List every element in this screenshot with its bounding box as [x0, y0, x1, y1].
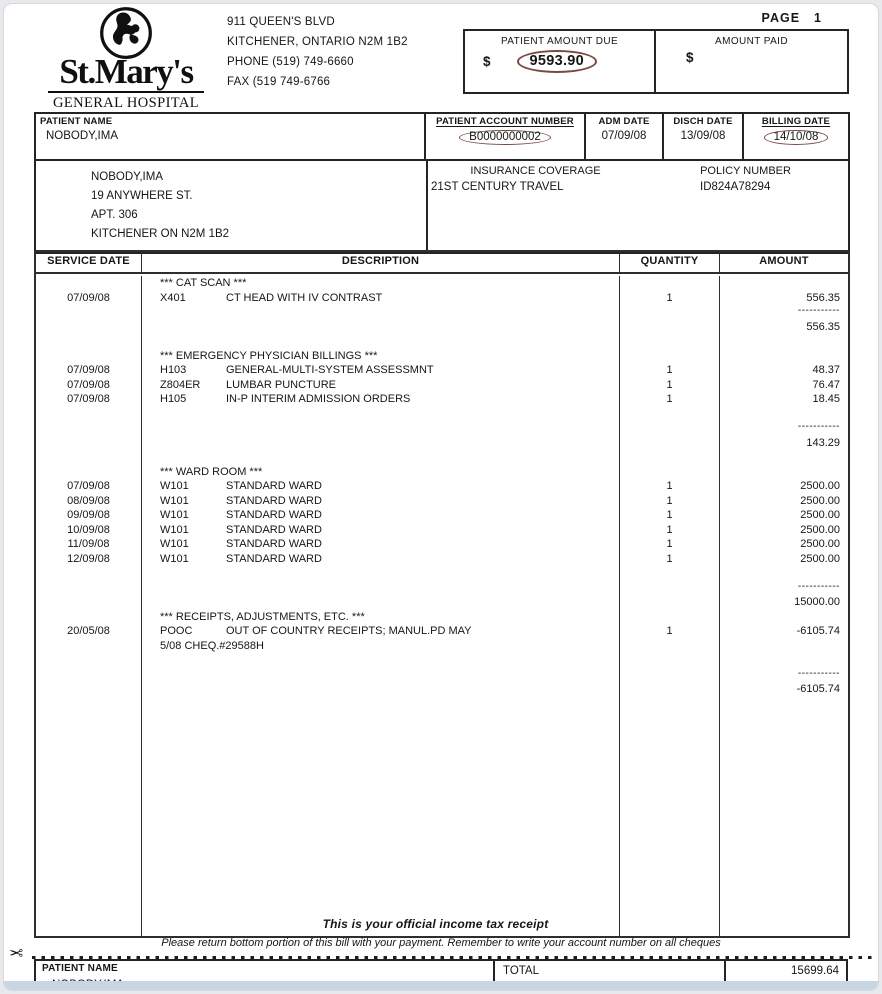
cell-quantity: 1 — [620, 378, 720, 393]
cell-description — [142, 479, 620, 494]
patient-name-value: NOBODY,IMA — [46, 130, 118, 142]
cell-service-date — [36, 334, 142, 349]
cell-quantity — [620, 450, 720, 465]
cell-description-text: GENERAL-MULTI-SYSTEM ASSESSMNT — [226, 364, 434, 376]
cell-description-text: CT HEAD WITH IV CONTRAST — [226, 291, 383, 304]
cell-service-date: 11/09/08 — [36, 537, 142, 552]
cell-service-code: W101 — [160, 480, 189, 492]
cell-amount: ----------- — [797, 421, 840, 432]
table-row-blank — [36, 407, 848, 422]
disch-date-label: DISCH DATE — [673, 116, 733, 127]
cell-quantity — [620, 668, 720, 683]
cell-amount — [720, 465, 848, 480]
table-row-dashes — [36, 581, 848, 596]
cell-quantity: 1 — [620, 392, 720, 407]
cell-description — [142, 653, 620, 668]
cell-quantity: 1 — [620, 479, 720, 494]
cell-service-date: 20/05/08 — [36, 624, 142, 639]
cell-quantity — [620, 465, 720, 480]
cell-description — [142, 581, 620, 596]
cell-amount: 2500.00 — [800, 494, 840, 507]
cell-service-date: 07/09/08 — [36, 363, 142, 378]
amount-paid-label: AMOUNT PAID — [715, 36, 788, 47]
cell-service-date — [36, 566, 142, 581]
cell-description — [142, 320, 620, 335]
adm-date-value: 07/09/08 — [601, 130, 647, 142]
cell-service-date: 07/09/08 — [36, 378, 142, 393]
cell-description: *** WARD ROOM *** — [142, 465, 620, 480]
address-line: 19 ANYWHERE ST. — [91, 190, 193, 202]
cell-description: *** RECEIPTS, ADJUSTMENTS, ETC. *** — [142, 610, 620, 625]
table-row-item — [36, 392, 848, 407]
document-page — [3, 3, 879, 991]
cell-amount — [720, 334, 848, 349]
cell-service-code: H103 — [160, 364, 187, 376]
cell-description-text: STANDARD WARD — [226, 552, 322, 565]
cell-quantity — [620, 407, 720, 422]
tax-receipt-row — [36, 917, 848, 936]
insurance-coverage-cell — [428, 165, 643, 252]
patient-mailing-address — [36, 161, 426, 252]
cell-description-text: STANDARD WARD — [226, 494, 322, 507]
cell-quantity — [620, 610, 720, 625]
tax-receipt-note: This is your official income tax receipt — [142, 917, 620, 936]
cell-quantity — [620, 566, 720, 581]
cell-quantity — [620, 349, 720, 364]
cell-service-date: 07/09/08 — [36, 392, 142, 407]
hospital-fax: FAX (519 749-6766 — [227, 76, 331, 88]
currency-sign: $ — [483, 54, 491, 69]
billing-date-value: 14/10/08 — [764, 130, 829, 145]
cell-amount: 556.35 — [806, 320, 840, 333]
cell-service-date: 08/09/08 — [36, 494, 142, 509]
cell-amount: 15000.00 — [794, 596, 840, 608]
hospital-address-line2: KITCHENER, ONTARIO N2M 1B2 — [227, 36, 408, 48]
policy-number-cell — [643, 165, 848, 252]
cell-description — [142, 552, 620, 567]
cell-description — [142, 682, 620, 697]
cell-service-date: 09/09/08 — [36, 508, 142, 523]
cell-description — [142, 421, 620, 436]
table-row-blank — [36, 653, 848, 668]
cell-quantity: 1 — [620, 552, 720, 567]
hospital-name: St.Mary's — [59, 52, 193, 91]
cell-description — [142, 595, 620, 610]
cell-service-code: W101 — [160, 523, 189, 536]
cell-description — [142, 494, 620, 509]
cell-service-date — [36, 320, 142, 335]
cell-quantity: 1 — [620, 494, 720, 509]
cell-service-date — [36, 436, 142, 451]
table-row-item — [36, 363, 848, 378]
cell-amount: 2500.00 — [800, 480, 840, 492]
table-row-blank — [36, 566, 848, 581]
cell-quantity — [620, 653, 720, 668]
cell-description — [142, 523, 620, 538]
account-number-label: PATIENT ACCOUNT NUMBER — [436, 116, 574, 127]
cell-service-code: W101 — [160, 552, 189, 565]
table-row-cont — [36, 639, 848, 654]
cell-service-date: 10/09/08 — [36, 523, 142, 538]
cell-service-date — [36, 407, 142, 422]
cell-description — [142, 508, 620, 523]
cell-description-text: STANDARD WARD — [226, 523, 322, 536]
cell-amount: 48.37 — [812, 364, 840, 376]
policy-number-label: POLICY NUMBER — [700, 165, 791, 177]
cell-amount: -6105.74 — [796, 625, 840, 637]
cell-description — [142, 363, 620, 378]
insurance-coverage-value: 21ST CENTURY TRAVEL — [431, 181, 564, 193]
return-note: Please return bottom portion of this bill with your payment. Remember to write your account number on all cheques — [161, 937, 721, 949]
cell-service-date — [36, 305, 142, 320]
cell-service-date — [36, 276, 142, 291]
cell-amount — [720, 276, 848, 291]
cell-service-date — [36, 349, 142, 364]
cell-amount: 556.35 — [806, 291, 840, 304]
table-row-item — [36, 479, 848, 494]
cell-description-text: OUT OF COUNTRY RECEIPTS; MANUL.PD MAY — [226, 625, 472, 637]
cell-quantity — [620, 421, 720, 436]
amount-box — [463, 29, 849, 94]
logo-divider — [48, 91, 204, 93]
cell-service-code: X401 — [160, 291, 186, 304]
cell-quantity — [620, 320, 720, 335]
cell-amount — [720, 450, 848, 465]
address-line: NOBODY,IMA — [91, 171, 163, 183]
cell-description — [142, 668, 620, 683]
table-row-section — [36, 349, 848, 364]
cell-description: *** EMERGENCY PHYSICIAN BILLINGS *** — [142, 349, 620, 364]
cell-amount: 18.45 — [812, 393, 840, 405]
insurance-coverage-label: INSURANCE COVERAGE — [470, 165, 601, 177]
patient-amount-due-cell — [465, 31, 656, 92]
patient-amount-due-label: PATIENT AMOUNT DUE — [500, 36, 619, 47]
table-row-subtotal — [36, 682, 848, 697]
billing-date-label: BILLING DATE — [761, 116, 831, 127]
cell-description — [142, 624, 620, 639]
insurance-section — [426, 161, 848, 252]
cell-service-date: 07/09/08 — [36, 479, 142, 494]
cell-quantity: 1 — [620, 291, 720, 306]
cell-quantity — [620, 595, 720, 610]
patient-name-cell — [36, 114, 426, 159]
cell-amount: 2500.00 — [800, 509, 840, 521]
hospital-address-line1: 911 QUEEN'S BLVD — [227, 16, 335, 28]
cell-service-date — [36, 595, 142, 610]
table-row-item — [36, 378, 848, 393]
policy-number-value: ID824A78294 — [700, 181, 771, 193]
cell-service-code: POOC — [160, 625, 193, 637]
cell-quantity: 1 — [620, 363, 720, 378]
disch-date-cell — [664, 114, 744, 159]
cell-service-date — [36, 668, 142, 683]
table-row-blank — [36, 334, 848, 349]
cell-amount: ----------- — [797, 305, 840, 316]
hospital-address — [227, 12, 408, 92]
disch-date-value: 13/09/08 — [680, 130, 726, 142]
stub-patient-name-label: PATIENT NAME — [42, 963, 118, 974]
cell-quantity: 1 — [620, 537, 720, 552]
cell-service-code: W101 — [160, 494, 189, 507]
charges-table-header — [36, 252, 848, 274]
cell-description — [142, 450, 620, 465]
cell-description — [142, 334, 620, 349]
table-row-item — [36, 494, 848, 509]
cell-service-code: H105 — [160, 393, 187, 405]
header-quantity: QUANTITY — [620, 252, 720, 272]
cell-description — [142, 407, 620, 422]
cell-service-code: Z804ER — [160, 378, 201, 391]
cell-description — [142, 537, 620, 552]
cell-amount: -6105.74 — [796, 683, 840, 695]
patient-info-strip — [34, 112, 850, 254]
cell-description — [142, 566, 620, 581]
table-row-item — [36, 523, 848, 538]
cell-quantity — [620, 305, 720, 320]
table-row-blank — [36, 450, 848, 465]
cell-quantity — [620, 334, 720, 349]
cell-description-text: IN-P INTERIM ADMISSION ORDERS — [226, 393, 411, 405]
cell-amount — [720, 349, 848, 364]
cell-amount — [720, 566, 848, 581]
bottom-edge-bar — [4, 981, 878, 990]
hospital-logo — [38, 6, 214, 112]
hospital-subname: GENERAL HOSPITAL — [52, 95, 200, 111]
table-row-dashes — [36, 668, 848, 683]
patient-name-label: PATIENT NAME — [40, 116, 113, 127]
cell-quantity — [620, 639, 720, 654]
currency-sign: $ — [686, 50, 694, 65]
cell-description: *** CAT SCAN *** — [142, 276, 620, 291]
cell-description — [142, 305, 620, 320]
table-filler — [36, 697, 848, 918]
cell-amount: 2500.00 — [800, 523, 840, 536]
header-amount: AMOUNT — [759, 255, 809, 267]
cell-amount: ----------- — [797, 667, 840, 679]
cell-amount: ----------- — [797, 580, 840, 592]
cell-quantity — [620, 581, 720, 596]
hospital-phone: PHONE (519) 749-6660 — [227, 56, 354, 68]
table-row-subtotal — [36, 436, 848, 451]
cell-description-text: LUMBAR PUNCTURE — [226, 378, 337, 391]
adm-date-cell — [586, 114, 664, 159]
stub-total-label: TOTAL — [503, 965, 539, 977]
cell-amount — [720, 653, 848, 668]
cell-description — [142, 378, 620, 393]
table-row-item — [36, 624, 848, 639]
table-row-section — [36, 610, 848, 625]
cell-service-date — [36, 450, 142, 465]
cell-amount — [720, 639, 848, 654]
cell-description-text: STANDARD WARD — [226, 480, 322, 492]
patient-amount-due-value: 9593.90 — [517, 50, 598, 73]
cell-service-date — [36, 581, 142, 596]
page-number: PAGE 1 — [761, 11, 822, 25]
address-line: APT. 306 — [91, 209, 138, 221]
table-row-subtotal — [36, 320, 848, 335]
table-row-item — [36, 508, 848, 523]
scissors-icon: ✂ — [9, 944, 24, 963]
table-row-section — [36, 465, 848, 480]
account-number-value: B0000000002 — [459, 130, 551, 145]
cell-service-date — [36, 421, 142, 436]
cell-service-date — [36, 610, 142, 625]
header-service-date: SERVICE DATE — [36, 252, 142, 272]
header-description: DESCRIPTION — [142, 252, 620, 272]
cell-amount — [720, 610, 848, 625]
cell-amount: 76.47 — [812, 378, 840, 391]
cell-service-date — [36, 465, 142, 480]
cell-description — [142, 291, 620, 306]
cell-description — [142, 392, 620, 407]
amount-paid-cell — [656, 31, 847, 92]
billing-date-cell — [744, 114, 848, 159]
cell-quantity — [620, 276, 720, 291]
cell-amount: 2500.00 — [800, 538, 840, 550]
cell-service-code: W101 — [160, 509, 189, 521]
table-row-item — [36, 552, 848, 567]
tear-off-section — [4, 937, 878, 961]
cell-service-date — [36, 639, 142, 654]
table-row-dashes — [36, 305, 848, 320]
cell-description-text: STANDARD WARD — [226, 538, 322, 550]
cell-service-date: 12/09/08 — [36, 552, 142, 567]
cell-description — [142, 436, 620, 451]
cell-description: 5/08 CHEQ.#29588H — [142, 639, 620, 654]
cell-service-date: 07/09/08 — [36, 291, 142, 306]
table-row-item — [36, 537, 848, 552]
table-row-subtotal — [36, 595, 848, 610]
cell-quantity — [620, 682, 720, 697]
cell-service-date — [36, 682, 142, 697]
cell-service-code: W101 — [160, 538, 189, 550]
cell-amount: 2500.00 — [800, 552, 840, 565]
address-line: KITCHENER ON N2M 1B2 — [91, 228, 230, 240]
cell-amount — [720, 407, 848, 422]
charges-table — [34, 250, 850, 938]
cell-quantity — [620, 436, 720, 451]
table-row-item — [36, 291, 848, 306]
cell-amount: 143.29 — [806, 436, 840, 449]
cell-quantity: 1 — [620, 523, 720, 538]
table-body — [36, 274, 848, 936]
cell-service-date — [36, 653, 142, 668]
adm-date-label: ADM DATE — [598, 116, 650, 127]
cell-quantity: 1 — [620, 508, 720, 523]
cell-description-text: STANDARD WARD — [226, 509, 322, 521]
stub-total-value: 15699.64 — [791, 965, 839, 977]
table-row-section — [36, 276, 848, 291]
cell-quantity: 1 — [620, 624, 720, 639]
table-row-dashes — [36, 421, 848, 436]
account-number-cell — [426, 114, 586, 159]
